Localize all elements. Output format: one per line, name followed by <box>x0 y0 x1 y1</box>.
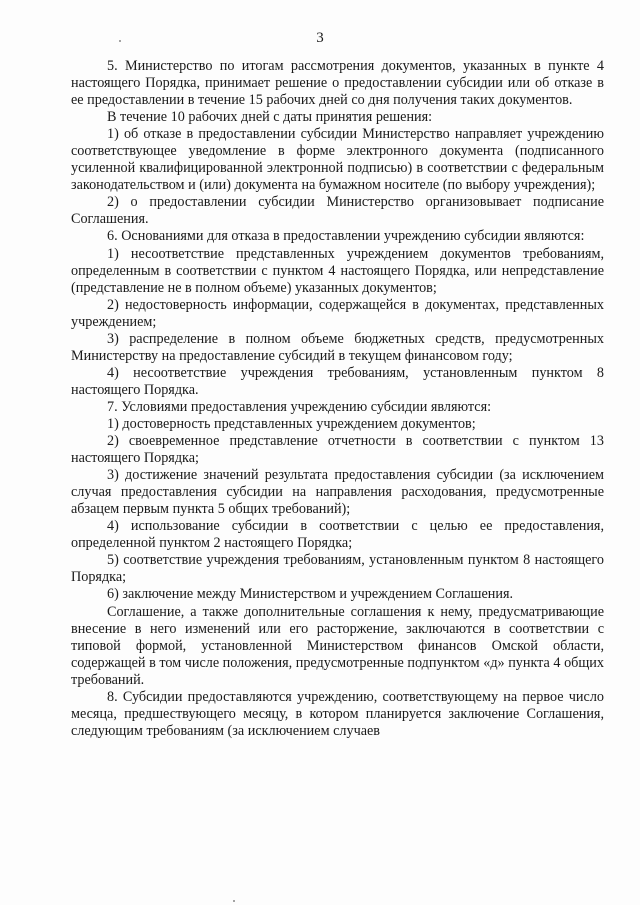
paragraph-6-item-3: 3) распределение в полном объеме бюджетных средств, предусмотренных Министерству на предоставление субсидий в текущем финансовом году; <box>71 330 604 364</box>
paragraph-7: 7. Условиями предоставления учреждению субсидии являются: <box>107 398 492 415</box>
document-body <box>71 58 604 740</box>
paragraph-7-item-4: 4) использование субсидии в соответствии с целью ее предоставления, определенной пунктом 2 настоящего Порядка; <box>71 518 604 552</box>
paragraph-6-item-2: 2) недостоверность информации, содержащейся в документах, представленных учреждением; <box>71 296 604 330</box>
paragraph-7-item-3: 3) достижение значений результата предоставления субсидии (за исключением случая предоставления субсидии на направления расходования, предусмотренные абзацем первым пункта 5 общих требований); <box>71 467 604 518</box>
paragraph-within-10-days: В течение 10 рабочих дней с даты принятия решения: <box>107 109 433 126</box>
scan-speck <box>233 900 235 902</box>
page-number: 3 <box>316 30 324 46</box>
paragraph-7-item-2: 2) своевременное представление отчетности в соответствии с пунктом 13 настоящего Порядка; <box>71 433 604 467</box>
paragraph-agreement: Соглашение, а также дополнительные соглашения к нему, предусматривающие внесение в него изменений или его расторжение, заключаются в соответствии с типовой формой, установленной Министерством финансов Омской области, содержащей в том числе положения, предусмотренные подпунктом «д» пункта 4 общих требований. <box>71 603 604 688</box>
scan-speck <box>119 40 121 42</box>
paragraph-6-item-4: 4) несоответствие учреждения требованиям, установленным пунктом 8 настоящего Порядка. <box>71 364 604 398</box>
paragraph-7-item-5: 5) соответствие учреждения требованиям, установленным пунктом 8 настоящего Порядка; <box>71 552 604 586</box>
paragraph-7-item-1: 1) достоверность представленных учреждением документов; <box>107 415 476 432</box>
paragraph-6-item-1: 1) несоответствие представленных учреждением документов требованиям, определенным в соответствии с пунктом 4 настоящего Порядка, или непредставление (представление не в полном объеме) указанных документов; <box>71 245 604 296</box>
paragraph-8: 8. Субсидии предоставляются учреждению, соответствующему на первое число месяца, предшествующего месяцу, в котором планируется заключение Соглашения, следующим требованиям (за исключением случаев <box>71 688 604 739</box>
paragraph-7-item-6: 6) заключение между Министерством и учреждением Соглашения. <box>107 586 514 603</box>
paragraph-5: 5. Министерство по итогам рассмотрения документов, указанных в пункте 4 настоящего Порядка, принимает решение о предоставлении субсидии или об отказе в ее предоставлении в течение 15 рабочих дней со дня получения таких документов. <box>71 58 604 109</box>
paragraph-5-item-2: 2) о предоставлении субсидии Министерство организовывает подписание Соглашения. <box>71 194 604 228</box>
paragraph-6: 6. Основаниями для отказа в предоставлении учреждению субсидии являются: <box>107 228 585 245</box>
paragraph-5-item-1: 1) об отказе в предоставлении субсидии Министерство направляет учреждению соответствующее уведомление в форме электронного документа (подписанного усиленной квалифицированной электронной подписью) в соответствии с федеральным законодательством и (или) документа на бумажном носителе (по выбору учреждения); <box>71 126 604 194</box>
